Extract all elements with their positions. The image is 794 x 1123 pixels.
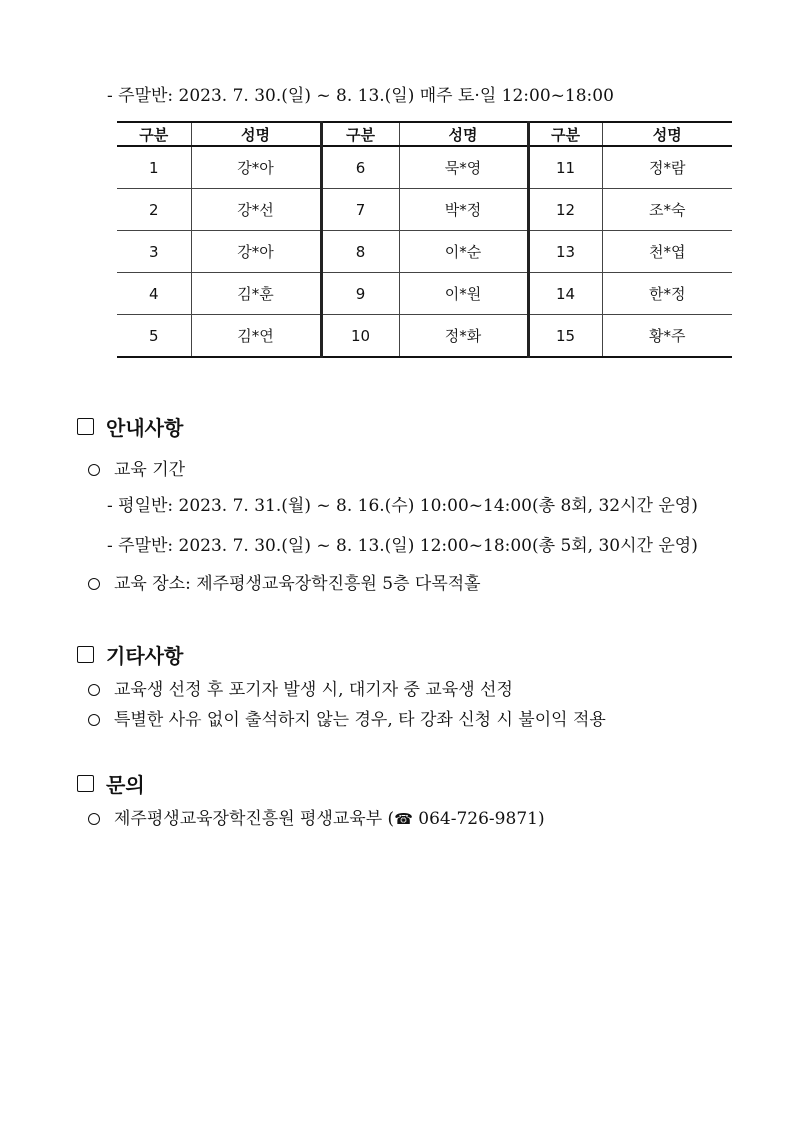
table-cell: 박*정	[399, 189, 528, 231]
inquiry-heading	[77, 769, 145, 798]
col-header-group: 구분	[528, 122, 602, 146]
etc-heading	[77, 640, 183, 669]
table-cell: 5	[117, 315, 191, 358]
col-header-group: 구분	[321, 122, 399, 146]
col-header-name: 성명	[602, 122, 732, 146]
table-cell: 13	[528, 231, 602, 273]
table-cell: 12	[528, 189, 602, 231]
table-cell: 8	[321, 231, 399, 273]
table-cell: 정*화	[399, 315, 528, 358]
etc-item-1-text: 교육생 선정 후 포기자 발생 시, 대기자 중 교육생 선정	[114, 680, 513, 700]
table-cell: 2	[117, 189, 191, 231]
guide-weekend-line: - 주말반: 2023. 7. 30.(일) ~ 8. 13.(일) 12:00~18:00(총 5회, 30시간 운영)	[107, 536, 698, 556]
table-cell: 14	[528, 273, 602, 315]
table-cell: 10	[321, 315, 399, 358]
table-cell: 황*주	[602, 315, 732, 358]
phone-icon: ☎	[394, 810, 413, 828]
table-cell: 묵*영	[399, 146, 528, 189]
circle-bullet-icon	[88, 464, 100, 476]
inquiry-title: 문의	[106, 773, 145, 797]
table-cell: 이*원	[399, 273, 528, 315]
table-row	[117, 231, 732, 273]
table-row	[117, 146, 732, 189]
guide-weekday-line: - 평일반: 2023. 7. 31.(월) ~ 8. 16.(수) 10:00~14:00(총 8회, 32시간 운영)	[107, 496, 698, 516]
participant-table	[117, 121, 732, 358]
table-cell: 1	[117, 146, 191, 189]
circle-bullet-icon	[88, 684, 100, 696]
guide-heading	[77, 412, 183, 441]
guide-place-item	[88, 569, 481, 594]
table-cell: 정*람	[602, 146, 732, 189]
table-cell: 천*엽	[602, 231, 732, 273]
guide-period-label: 교육 기간	[114, 460, 186, 480]
table-cell: 11	[528, 146, 602, 189]
table-header-row	[117, 122, 732, 146]
etc-item-2-text: 특별한 사유 없이 출석하지 않는 경우, 타 강좌 신청 시 불이익 적용	[114, 710, 606, 730]
inquiry-item	[88, 804, 545, 829]
circle-bullet-icon	[88, 813, 100, 825]
col-header-name: 성명	[191, 122, 321, 146]
weekend-schedule-line: - 주말반: 2023. 7. 30.(일) ~ 8. 13.(일) 매주 토·일 12:00~18:00	[107, 86, 614, 106]
checkbox-square-icon	[77, 418, 94, 435]
table-cell: 4	[117, 273, 191, 315]
table-cell: 한*정	[602, 273, 732, 315]
table-row	[117, 273, 732, 315]
table-cell: 강*아	[191, 146, 321, 189]
checkbox-square-icon	[77, 775, 94, 792]
table-cell: 이*순	[399, 231, 528, 273]
table-cell: 조*숙	[602, 189, 732, 231]
guide-place-text: 교육 장소: 제주평생교육장학진흥원 5층 다목적홀	[114, 574, 481, 594]
circle-bullet-icon	[88, 578, 100, 590]
table-cell: 6	[321, 146, 399, 189]
etc-item-2	[88, 705, 606, 730]
col-header-name: 성명	[399, 122, 528, 146]
etc-title: 기타사항	[106, 644, 184, 668]
checkbox-square-icon	[77, 646, 94, 663]
table-cell: 김*연	[191, 315, 321, 358]
table-cell: 강*아	[191, 231, 321, 273]
circle-bullet-icon	[88, 714, 100, 726]
guide-title: 안내사항	[106, 416, 184, 440]
guide-period-item	[88, 455, 185, 480]
table-cell: 김*훈	[191, 273, 321, 315]
table-cell: 9	[321, 273, 399, 315]
etc-item-1	[88, 675, 513, 700]
inquiry-text: 제주평생교육장학진흥원 평생교육부 (	[114, 809, 395, 829]
table-cell: 7	[321, 189, 399, 231]
table-row	[117, 189, 732, 231]
table-row	[117, 315, 732, 358]
table-cell: 15	[528, 315, 602, 358]
col-header-group: 구분	[117, 122, 191, 146]
table-cell: 3	[117, 231, 191, 273]
inquiry-phone-number: 064-726-9871)	[418, 809, 545, 829]
table-cell: 강*선	[191, 189, 321, 231]
